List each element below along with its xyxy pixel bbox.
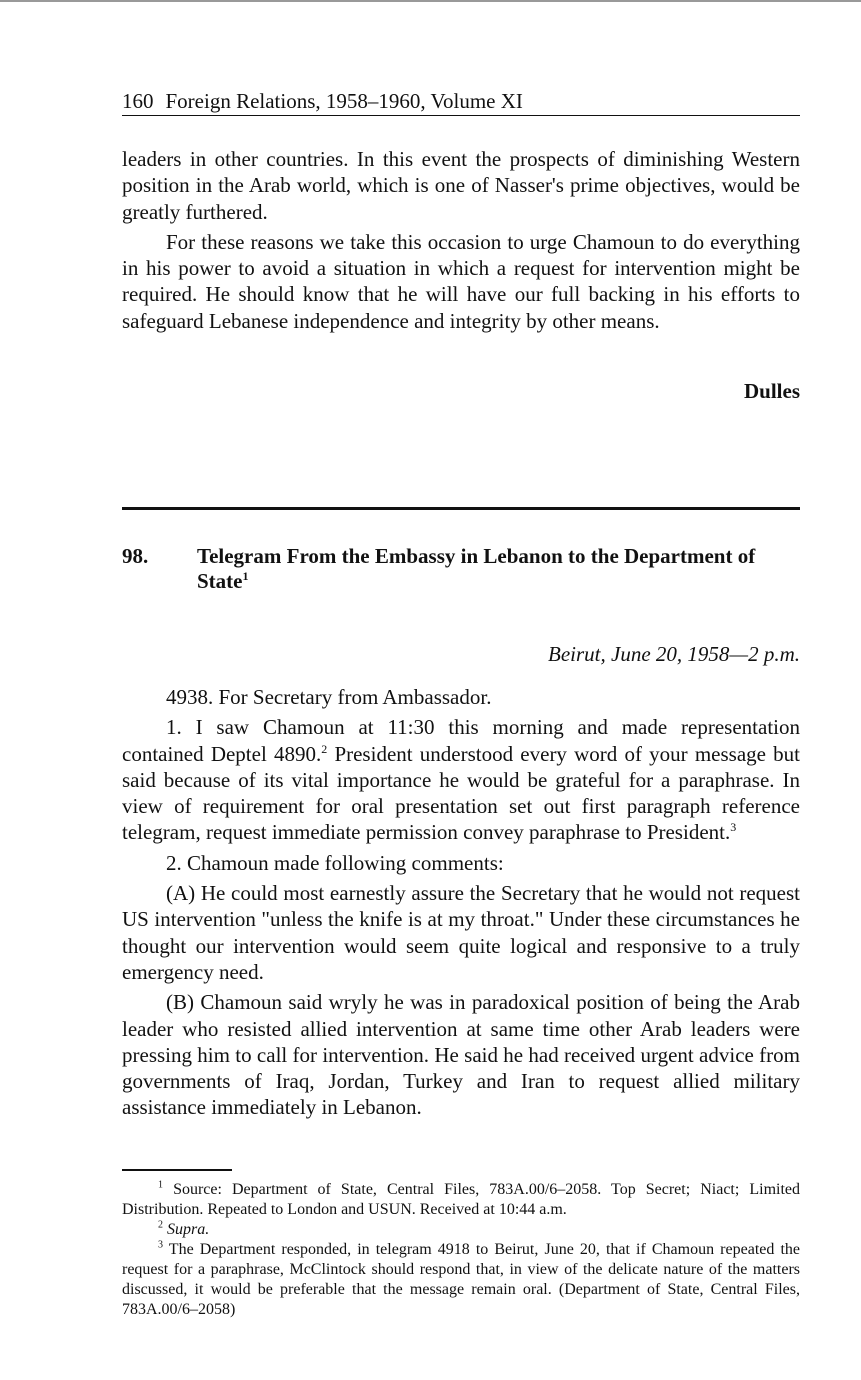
document-number: 98. [122,544,149,568]
footnote-2-text: Supra. [167,1221,210,1238]
top-edge-rule [0,0,861,2]
footnote-ref-2: 2 [321,741,328,756]
footnote-3-text: The Department responded, in telegram 4918 to Beirut, June 20, that if Chamoun repeated the request for a paraphrase, McClintock should respond that, in view of the delicate nature of the matters discussed, it would be preferable that the message remain oral. (Department of State, Central Files, 783A.00/6–2058) [122,1241,800,1318]
footnote-ref-1: 1 [242,569,249,583]
telegram-paragraph-b: (B) Chamoun said wryly he was in paradoxical position of being the Arab leader who resisted allied intervention at same time other Arab leaders were pressing him to call for intervention. He said he had received urgent advice from governments of Iraq, Jordan, Turkey and Iran to request allied military assistance immediately in Lebanon. [122,990,800,1120]
telegram-paragraph-a: (A) He could most earnestly assure the Secretary that he would not request US intervention "unless the knife is at my throat." Under these circumstances he thought our intervention would seem quite logical and responsive to a truly emergency need. [122,881,800,984]
signature: Dulles [743,379,800,403]
document-title-text: Telegram From the Embassy in Lebanon to the Department of State [197,544,756,593]
paragraph-1-part-a: 1. I saw Chamoun at 11:30 this morning and made representation contained Deptel 4890. [122,715,800,766]
document-title [197,544,800,594]
telegram-opening: 4938. For Secretary from Ambassador. [166,685,492,709]
footnote-rule [122,1169,232,1171]
paragraph-1-part-b: President understood every word of your message but said because of its vital importance he would be grateful for a paraphrase. In view of requirement for oral presentation set out first paragraph reference telegram, request immediate permission convey paraphrase to President. [122,741,801,845]
footnote-2 [122,1220,800,1240]
document-heading [122,544,800,594]
section-divider [122,507,800,510]
footnotes [122,1180,800,1320]
telegram-paragraph-1 [122,714,800,845]
footnote-1 [122,1180,800,1220]
telegram-paragraph-2: 2. Chamoun made following comments: [166,850,504,875]
footnote-1-mark: 1 [158,1179,163,1191]
footnote-2-mark: 2 [158,1219,163,1231]
running-title: Foreign Relations, 1958–1960, Volume XI [165,89,523,113]
continuation-paragraph-1: leaders in other countries. In this event the prospects of diminishing Western position in the Arab world, which is one of Nasser's prime objectives, would be greatly furthered. [122,147,800,224]
footnote-3-mark: 3 [158,1239,163,1251]
footnote-ref-3: 3 [730,820,737,835]
running-header [122,88,800,116]
footnote-3 [122,1240,800,1320]
dateline: Beirut, June 20, 1958—2 p.m. [548,642,800,666]
telegram-body [122,684,800,1121]
page-number: 160 [122,89,154,113]
footnote-1-text: Source: Department of State, Central Files, 783A.00/6–2058. Top Secret; Niact; Limited Distribution. Repeated to London and USUN. Received at 10:44 a.m. [122,1181,801,1218]
continuation-text [122,146,800,334]
continuation-paragraph-2: For these reasons we take this occasion to urge Chamoun to do everything in his power to avoid a situation in which a request for intervention might be required. He should know that he will have our full backing in his efforts to safeguard Lebanese independence and integrity by other means. [122,229,800,333]
